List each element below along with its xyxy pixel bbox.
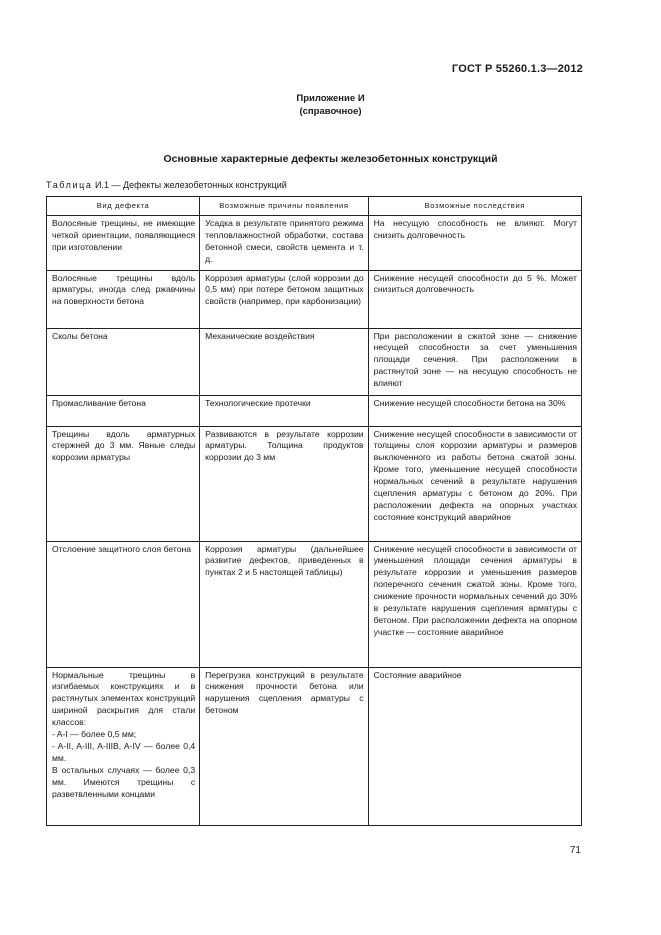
cell-consequences [368,426,581,541]
table-caption-prefix: Таблица [46,180,93,190]
cell-text: Снижение несущей способности бетона на 30% [373,397,566,408]
cell-text: Нормальные трещины в изгибаемых конструкциях и в растянутых элементах конструкций шириной раскрытия для стали классов: [52,669,196,728]
cell-defect [47,328,200,395]
document-code: ГОСТ Р 55260.1.3—2012 [451,63,583,75]
table-caption-text: И.1 — Дефекты железобетонных конструкций [92,180,287,190]
appendix-subtitle: (справочное) [299,106,362,117]
cell-text: Сколы бетона [52,330,108,341]
cell-text: На несущую способность не влияют. Могут снизить долговечность [373,217,577,240]
cell-text: Волосяные трещины, не имеющие четкой ориентации, появляющиеся при изготовлении [52,217,196,252]
cell-consequences [368,395,581,426]
defects-table [46,196,582,826]
column-header-consequences: Возможные последствия [368,197,581,216]
table-row [47,426,582,541]
cell-consequences [368,215,581,270]
cell-causes [200,215,368,270]
table-caption [46,180,287,190]
table-row [47,215,582,270]
cell-text: Отслоение защитного слоя бетона [52,543,192,554]
table-row [47,395,582,426]
cell-text: Технологические протечки [205,397,311,408]
cell-defect [47,667,200,825]
cell-defect [47,270,200,328]
cell-defect [47,426,200,541]
cell-consequences [368,667,581,825]
table-header-row [47,197,582,216]
cell-defect [47,541,200,667]
cell-causes [200,426,368,541]
cell-text: Снижение несущей способности в зависимости от уменьшения площади сечения арматуры в результате коррозии и уменьшения размеров поперечного сечения сжатой зоны. Кроме того, снижение прочности нормальных сечений до 30% в результате нарушения сцепления арматуры с бетоном. При расположении дефекта на опорном участке — состояние аварийное [373,543,577,637]
table-row [47,270,582,328]
cell-defect [47,395,200,426]
cell-text: Усадка в результате принятого режима тепловлажностной обработки, состава бетонной смеси, свойств цемента и т. д. [205,217,364,264]
cell-text: При расположении в сжатой зоне — снижение несущей способности за счет уменьшения площади сечения. При расположении в растянутой зоне — на несущую способность не влияют [373,330,577,389]
cell-causes [200,541,368,667]
cell-causes [200,395,368,426]
cell-text: Развиваются в результате коррозии арматуры. Толщина продуктов коррозии до 3 мм [205,428,364,463]
table-row [47,541,582,667]
table-row [47,667,582,825]
cell-text: Трещины вдоль арматурных стержней до 3 мм. Явные следы коррозии арматуры [52,428,196,463]
cell-defect [47,215,200,270]
cell-text: Коррозия арматуры (дальнейшее развитие дефектов, приведенных в пунктах 2 и 5 настоящей таблицы) [205,543,364,578]
column-header-defect: Вид дефекта [47,197,200,216]
cell-causes [200,667,368,825]
appendix-title: Приложение И [296,93,365,104]
column-header-causes: Возможные причины появления [200,197,368,216]
main-title: Основные характерные дефекты железобетонных конструкций [163,153,498,165]
cell-consequences [368,270,581,328]
appendix-heading [0,92,661,118]
cell-text: - A-I — более 0,5 мм; [52,729,137,740]
cell-text: Промасливание бетона [52,397,146,408]
table-row [47,328,582,395]
cell-text: - A-II, A-III, A-IIIB, A-IV — более 0,4 мм. [52,740,196,763]
cell-consequences [368,541,581,667]
cell-text: Снижение несущей способности в зависимости от толщины слоя коррозии арматуры и размеров выключенного из работы бетона сжатой зоны. Кроме того, уменьшение несущей способности нормальных сечений в результате нарушения сцепления арматуры с бетоном до 20%. При расположении дефекта на опорных участках состояние конструкций аварийное [373,428,577,522]
cell-text: Волосяные трещины вдоль арматуры, иногда след ржавчины на поверхности бетона [52,272,196,307]
cell-consequences [368,328,581,395]
cell-text: Механические воздействия [205,330,315,341]
cell-text: В остальных случаях — более 0,3 мм. Имеются трещины с разветвленными концами [52,764,196,799]
cell-causes [200,270,368,328]
cell-text: Перегрузка конструкций в результате снижения прочности бетона или нарушения сцепления арматуры с бетоном [205,669,364,716]
cell-text: Состояние аварийное [373,669,462,680]
cell-text: Коррозия арматуры (слой коррозии до 0,5 мм) при потере бетоном защитных свойств (например, при карбонизации) [205,272,364,307]
cell-causes [200,328,368,395]
page-number: 71 [569,845,581,856]
cell-text: Снижение несущей способности до 5 %. Может снизиться долговечность [373,272,577,295]
